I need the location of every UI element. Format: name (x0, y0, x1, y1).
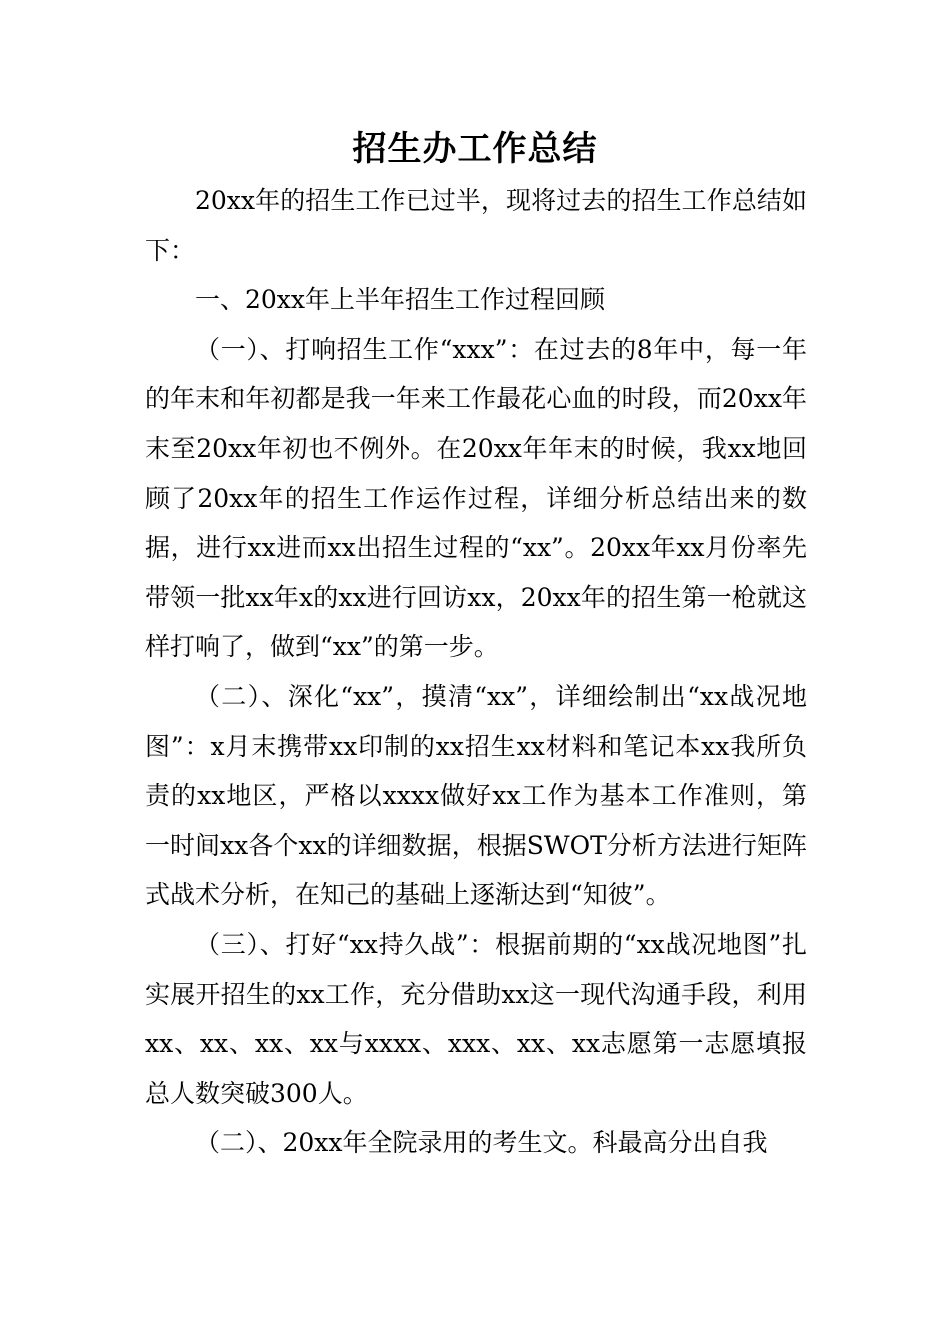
paragraph-item-2: （二）、深化“xx”，摸清“xx”，详细绘制出“xx战况地图”：x月末携带xx印制的xx招生xx材料和笔记本xx我所负责的xx地区，严格以xxxx做好xx工作为基本工作准则，第一时间xx各个xx的详细数据，根据SWOT分析方法进行矩阵式战术分析，在知己的基础上逐渐达到“知彼”。 (145, 681, 807, 910)
paragraph-item-4-partial: （二）、20xx年全院录用的考生文。科最高分出自我 (195, 1128, 768, 1158)
paragraph-intro: 20xx年的招生工作已过半，现将过去的招生工作总结如下： (145, 186, 807, 265)
paragraph-item-1: （一）、打响招生工作“xxx”：在过去的8年中，每一年的年末和年初都是我一年来工作最花心血的时段，而20xx年末至20xx年初也不例外。在20xx年年末的时候，我xx地回顾了20xx年的招生工作运作过程，详细分析总结出来的数据，进行xx进而xx出招生过程的“xx”。20xx年xx月份率先带领一批xx年x的xx进行回访xx，20xx年的招生第一枪就这样打响了，做到“xx”的第一步。 (145, 334, 807, 662)
paragraph-item-3: （三）、打好“xx持久战”：根据前期的“xx战况地图”扎实展开招生的xx工作，充分借助xx这一现代沟通手段，利用xx、xx、xx、xx与xxxx、xxx、xx、xx志愿第一志愿填报总人数突破300人。 (145, 929, 807, 1108)
section-heading-review: 一、20xx年上半年招生工作过程回顾 (195, 285, 606, 315)
document-title: 招生办工作总结 (352, 129, 598, 169)
document-body (145, 176, 807, 1168)
